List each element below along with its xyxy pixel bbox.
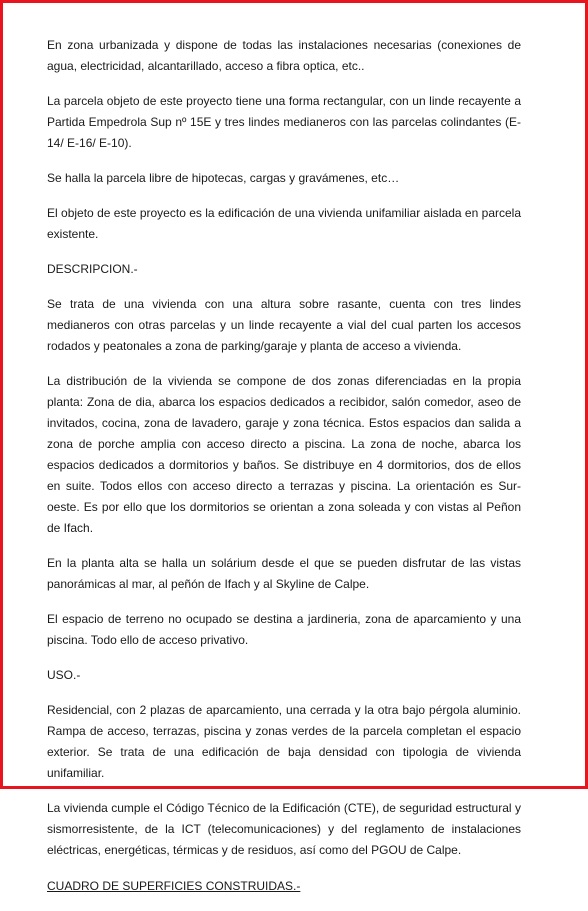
paragraph-location: En zona urbanizada y dispone de todas las instalaciones necesarias (conexiones de agua, electricidad, alcantarillado, acceso a fibra optica, etc.. [47, 38, 521, 73]
paragraph-unoccupied-land: El espacio de terreno no ocupado se destina a jardineria, zona de aparcamiento y una piscina. Todo ello de acceso privativo. [47, 612, 521, 647]
paragraph-description: Se trata de una vivienda con una altura sobre rasante, cuenta con tres lindes medianeros con otras parcelas y un linde recayente a vial del cual parten los accesos rodados y peatonales a zona de parking/garaje y planta de acceso a vivienda. [47, 297, 521, 353]
paragraph-project-object: El objeto de este proyecto es la edificación de una vivienda unifamiliar aislada en parcela existente. [47, 206, 521, 241]
heading-uso: USO.- [47, 668, 81, 682]
paragraph-upper-floor: En la planta alta se halla un solárium desde el que se pueden disfrutar de las vistas panorámicas al mar, al peñón de Ifach y al Skyline de Calpe. [47, 556, 521, 591]
heading-descripcion: DESCRIPCION.- [47, 262, 138, 276]
heading-cuadro-superficies: CUADRO DE SUPERFICIES CONSTRUIDAS.- [47, 879, 301, 893]
document-body [47, 35, 521, 911]
paragraph-distribution: La distribución de la vivienda se compone de dos zonas diferenciadas en la propia planta: Zona de dia, abarca los espacios dedicados a recibidor, salón comedor, aseo de invitados, cocina, zona de lavadero, garaje y zona técnica. Estos espacios dan salida a zona de porche amplia con acceso directo a piscina. La zona de noche, abarca los espacios dedicados a dormitorios y baños. Se distribuye en 4 dormitorios, dos de ellos en suite. Todos ellos con acceso directo a terrazas y piscina. La orientación es Sur-oeste. Es por ello que los dormitorios se orientan a zona soleada y con vistas al Peñon de Ifach. [47, 374, 521, 535]
paragraph-compliance: La vivienda cumple el Código Técnico de la Edificación (CTE), de seguridad estructural y sismorresistente, de la ICT (telecomunicaciones) y del reglamento de instalaciones eléctricas, energéticas, térmicas y de residuos, así como del PGOU de Calpe. [47, 801, 521, 857]
paragraph-use: Residencial, con 2 plazas de aparcamiento, una cerrada y la otra bajo pérgola aluminio. Rampa de acceso, terrazas, piscina y zonas verdes de la parcela completan el espacio exterior. Se trata de una edificación de baja densidad con tipologia de vivienda unifamiliar. [47, 703, 521, 780]
paragraph-parcel-shape: La parcela objeto de este proyecto tiene una forma rectangular, con un linde recayente a Partida Empedrola Sup nº 15E y tres lindes medianeros con las parcelas colindantes (E-14/ E-16/ E-10). [47, 94, 521, 150]
paragraph-encumbrances: Se halla la parcela libre de hipotecas, cargas y gravámenes, etc… [47, 171, 400, 185]
